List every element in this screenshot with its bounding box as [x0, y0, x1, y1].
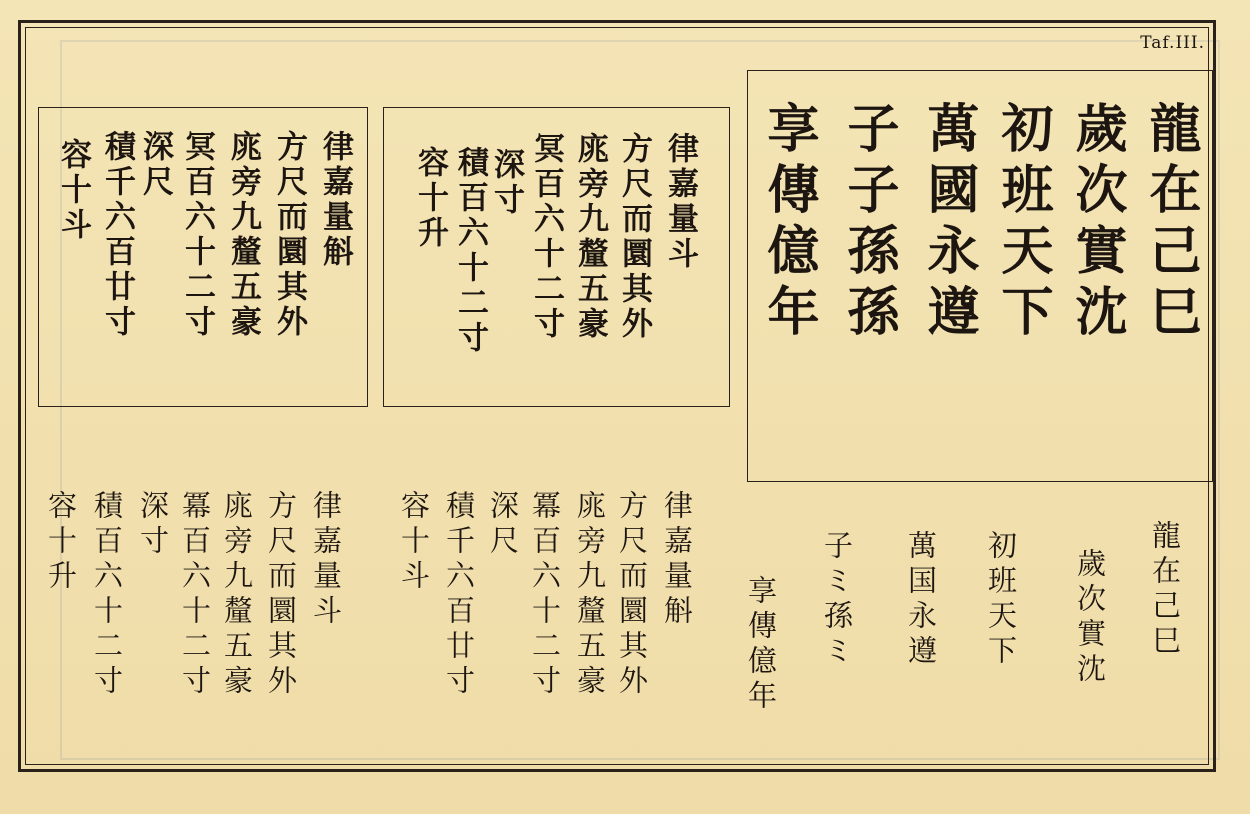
transcription-column: 積千六百廿寸	[442, 490, 476, 700]
inscription-column: 容十升	[412, 146, 448, 251]
transcription-column: 律嘉量斗	[309, 490, 343, 630]
transcription-column: 容十斗	[397, 490, 431, 595]
inscription-column: 律嘉量斛	[317, 130, 353, 270]
transcription-column: 深尺	[486, 490, 520, 560]
inscription-column: 深寸	[488, 148, 524, 218]
inscription-column: 方尺而圜其外	[271, 130, 307, 340]
inscription-column: 方尺而圜其外	[616, 132, 652, 342]
seal-panel-middle	[383, 107, 730, 407]
transcription-column: 深寸	[136, 490, 170, 560]
inscription-column: 積千六百廿寸	[99, 130, 135, 340]
inscription-column: 子子孫孫	[838, 101, 899, 345]
transcription-column: 冪百六十二寸	[178, 490, 212, 700]
inscription-column: 深尺	[137, 130, 173, 200]
inscription-column: 冥百六十二寸	[179, 130, 215, 340]
inscription-column: 積百六十二寸	[452, 146, 488, 356]
transcription-column: 庣旁九釐五豪	[220, 490, 254, 700]
transcription-column: 方尺而圜其外	[615, 490, 649, 700]
inscription-column: 歲次實沈	[1066, 101, 1127, 345]
seal-panel-left	[38, 107, 368, 407]
transcription-column: 律嘉量斛	[660, 490, 694, 630]
inscription-column: 享傳億年	[758, 101, 819, 345]
inscription-column: 庣旁九釐五豪	[572, 132, 608, 342]
transcription-column: 龍在己巳	[1148, 520, 1182, 660]
inscription-column: 庣旁九釐五豪	[225, 130, 261, 340]
transcription-column: 萬国永遵	[904, 530, 938, 670]
transcription-column: 積百六十二寸	[90, 490, 124, 700]
seal-panel-large	[747, 70, 1213, 482]
plate-label: Taf.III.	[1140, 33, 1205, 53]
transcription-column: 歲次實沈	[1073, 548, 1107, 688]
inscription-column: 冥百六十二寸	[528, 132, 564, 342]
inscription-column: 龍在己巳	[1140, 101, 1201, 345]
inscription-column: 萬國永遵	[918, 101, 979, 345]
transcription-column: 庣旁九釐五豪	[573, 490, 607, 700]
transcription-column: 享傳億年	[744, 575, 778, 715]
transcription-column: 方尺而圜其外	[264, 490, 298, 700]
inscription-column: 初班天下	[992, 101, 1053, 345]
transcription-column: 子ミ孫ミ	[820, 530, 854, 670]
transcription-column: 初班天下	[984, 530, 1018, 670]
transcription-column: 冪百六十二寸	[528, 490, 562, 700]
inscription-column: 律嘉量斗	[662, 132, 698, 272]
transcription-column: 容十升	[44, 490, 78, 595]
inscription-column: 容十斗	[55, 138, 91, 243]
